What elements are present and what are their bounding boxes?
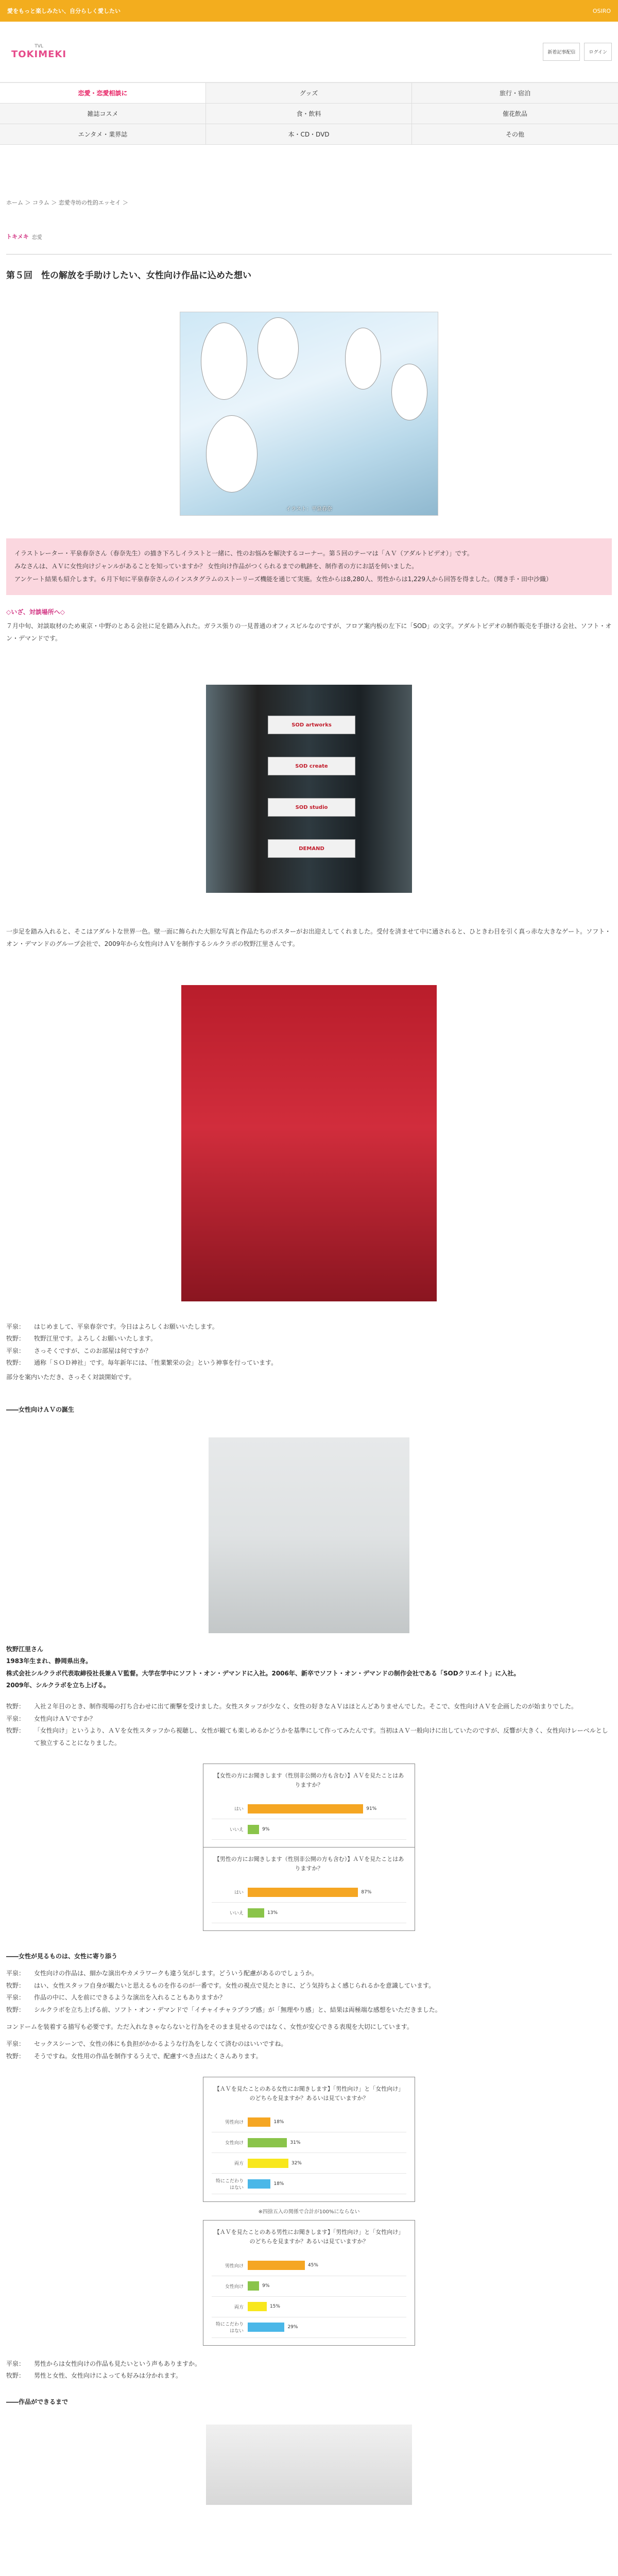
bar-row	[212, 2174, 406, 2194]
speaker: 牧野：	[6, 1359, 25, 1367]
dialog-text: はい、女性スタッフ自身が観たいと思えるものを作るのが一番です。女性の視点で見たときに、どう気持ちよく感じられるかを意識しています。	[34, 1981, 435, 1989]
dialog-text: 女性向けの作品は、細かな演出やカメラワークも違う気がします。どういう配慮があるのでしょうか。	[34, 1970, 318, 1977]
paragraph: 部分を案内いただき、さっそく対談開始です。	[6, 1373, 135, 1381]
bar	[248, 2138, 287, 2147]
bar-track	[248, 2323, 406, 2332]
bar-row	[212, 2317, 406, 2338]
section-heading: ――女性向けＡＶの誕生	[6, 1405, 75, 1413]
bar-label: 男性向け	[225, 2120, 244, 2126]
bar-row	[212, 2153, 406, 2174]
speaker: 牧野：	[6, 2006, 25, 2013]
profile-line: 2009年、シルクラボを立ち上げる。	[6, 1682, 110, 1689]
dialog-block	[0, 2038, 618, 2062]
intro-paragraph: みなさんは、ＡＶに女性向けジャンルがあることを知っていますか？ 女性向け作品がつくられるまでの軌跡を、制作者の方にお話を伺いました。	[14, 562, 418, 570]
survey-bars	[212, 1799, 406, 1840]
bar-label: いいえ	[229, 1911, 244, 1917]
survey-title: 【男性の方にお聞きします（性別非公開の方も含む）】ＡＶを見たことはありますか？	[214, 1856, 404, 1872]
nav-item-0[interactable]: 恋愛・恋愛相談に	[0, 83, 206, 104]
dialog-text: 男性からは女性向けの作品も見たいという声もありますか。	[34, 2360, 201, 2367]
section-heading: ――作品ができるまで	[6, 2398, 68, 2406]
manga-caption: イラスト：平泉春奈	[286, 506, 332, 512]
paragraph: コンドームを装着する描写も必要です。ただ入れなきゃならないと行為をそのまま見せるのではなく、女性が安心できる表現を大切にしています。	[6, 2023, 413, 2030]
logo-small: TVL	[35, 44, 43, 49]
speaker: 平泉：	[6, 1323, 25, 1330]
nav-item-6[interactable]: エンタメ・業界誌	[0, 124, 206, 145]
dialog-text: さっそくですが、このお部屋は何ですか？	[34, 1347, 152, 1354]
section-tag: ◇いざ、対談場所へ◇	[6, 608, 65, 616]
login-button[interactable]: ログイン	[584, 43, 612, 61]
survey-chart	[203, 2077, 415, 2202]
speaker: 牧野：	[6, 2371, 25, 2379]
bar-value: 9%	[262, 2283, 270, 2289]
logo-main: TOKIMEKI	[11, 49, 67, 60]
author-line	[0, 232, 618, 241]
sign-plate: SOD create	[268, 757, 355, 775]
bar-value: 87%	[361, 1889, 372, 1895]
bar-label: 特にこだわりはない	[215, 2322, 244, 2334]
nav-item-8[interactable]: その他	[412, 124, 618, 145]
bar-track	[248, 1804, 406, 1814]
bar	[248, 2323, 284, 2332]
survey-title: 【ＡＶを見たことのある女性にお聞きします】「男性向け」と「女性向け」のどちらを見ますか？あるいは見ていますか？	[214, 2086, 404, 2102]
bar-value: 29%	[287, 2325, 298, 2330]
profile-line: 1983年生まれ、静岡県出身。	[6, 1657, 92, 1665]
speaker: 牧野：	[6, 1981, 25, 1989]
bar-row	[212, 2112, 406, 2132]
breadcrumb[interactable]: ホーム ＞ コラム ＞ 恋愛寺坊の性的エッセイ ＞	[6, 199, 128, 206]
nav-item-5[interactable]: 催花飲品	[412, 104, 618, 124]
speaker: 平泉：	[6, 1715, 25, 1722]
sign-plate: SOD studio	[268, 798, 355, 817]
survey-group-2	[0, 2077, 618, 2345]
author-badge: トキメキ	[6, 233, 29, 240]
office-sign-photo	[206, 685, 412, 893]
bar	[248, 2117, 270, 2127]
bar-track	[248, 2281, 406, 2291]
article-title: 第５回 性の解放を手助けしたい、女性向け作品に込めた想い	[6, 270, 251, 281]
bar-label: 女性向け	[225, 2141, 244, 2146]
intro-paragraph: イラストレーター・平泉春奈さん（春奈先生）の描き下ろしイラストと一緒に、性のお悩みを解決するコーナー。第５回のテーマは「ＡＶ（アダルトビデオ）」です。	[14, 550, 473, 557]
survey-title: 【ＡＶを見たことのある男性にお聞きします】「男性向け」と「女性向け」のどちらを見ますか？あるいは見ていますか？	[214, 2229, 404, 2245]
bar-row	[212, 1882, 406, 1903]
bar-track	[248, 2179, 406, 2189]
bar-track	[248, 2138, 406, 2147]
site-header	[0, 22, 618, 82]
nav-item-4[interactable]: 食・飲料	[206, 104, 412, 124]
paragraph: ７月中旬、対談取材のため東京・中野のとある会社に足を踏み入れた。ガラス張りの一見普通のオフィスビルなのですが、フロア案内板の左下に「SOD」の文字。アダルトビデオの制作販売を手掛ける会社、ソフト・オン・デマンドです。	[6, 622, 612, 642]
speech-bubble	[391, 364, 427, 420]
site-logo[interactable]	[11, 44, 66, 60]
bar	[248, 1825, 259, 1834]
dialog-text: シルクラボを立ち上げる前、ソフト・オン・デマンドで「イチャイチャラブラブ感」が「無理やり感」と、結果は両極端な感想をいただきました。	[34, 2006, 441, 2013]
speaker: 平泉：	[6, 1970, 25, 1977]
bar-label: 女性向け	[225, 2284, 244, 2290]
survey-group-1	[0, 1764, 618, 1931]
bar-value: 91%	[366, 1806, 377, 1811]
top-bar	[0, 0, 618, 22]
dialog-block	[0, 1321, 618, 1369]
bar-value: 13%	[267, 1910, 278, 1916]
bar-value: 15%	[269, 2304, 280, 2310]
survey-note: ※四捨五入の関係で合計が100%にならない	[258, 2209, 360, 2215]
bar-row	[212, 1903, 406, 1923]
newsletter-button[interactable]: 新着記事配信	[543, 43, 580, 61]
survey-chart	[203, 1764, 415, 1848]
bar-track	[248, 1825, 406, 1834]
bar-track	[248, 1908, 406, 1918]
bar	[248, 2261, 305, 2270]
site-name[interactable]: OSIRO	[592, 7, 611, 14]
dialog-text: 男性と女性、女性向けによっても好みは分かれます。	[34, 2371, 182, 2379]
bar-label: はい	[234, 1890, 244, 1896]
profile-block	[0, 1643, 618, 1692]
dialog-text: 女性向けＡＶですか？	[34, 1715, 96, 1722]
dialog-block	[0, 2358, 618, 2382]
survey-bars	[212, 1882, 406, 1923]
bar-row	[212, 2276, 406, 2297]
bar-value: 9%	[262, 1826, 270, 1832]
survey-title: 【女性の方にお聞きします（性別非公開の方も含む）】ＡＶを見たことはありますか？	[214, 1772, 404, 1788]
speech-bubble	[201, 323, 247, 400]
bar	[248, 1888, 358, 1897]
survey-bars	[212, 2112, 406, 2194]
speaker: 平泉：	[6, 1994, 25, 2002]
bar	[248, 2159, 288, 2168]
bar-track	[248, 1888, 406, 1897]
interviewee-photo	[209, 1437, 409, 1633]
author-name[interactable]: 恋愛	[31, 234, 42, 241]
bar-track	[248, 2159, 406, 2168]
nav-item-2[interactable]: 旅行・宿泊	[412, 83, 618, 104]
bar-value: 18%	[273, 2181, 284, 2187]
profile-line: 株式会社シルクラボ代表取締役社長兼ＡＶ監督。大学在学中にソフト・オン・デマンドに入社。2006年、新卒でソフト・オン・デマンドの制作会社である「SODクリエイト」に入社。	[6, 1669, 520, 1677]
bar-value: 32%	[291, 2160, 302, 2166]
bar-label: 両方	[234, 2304, 244, 2310]
survey-chart	[203, 2220, 415, 2345]
dialog-text: 「女性向け」というより、ＡＶを女性スタッフから視聴し、女性が観ても楽しめるかどうかを基準にして作ってみたんです。当初はＡＶ一般向けに出していたのですが、反響が大きく、女性向けレーベルとして独立することになりました。	[34, 1727, 608, 1747]
speaker: 牧野：	[6, 1727, 25, 1735]
speaker: 牧野：	[6, 2052, 25, 2060]
dialog-text: はじめまして、平泉春奈です。今日はよろしくお願いいたします。	[34, 1323, 218, 1330]
nav-item-7[interactable]: 本・CD・DVD	[206, 124, 412, 145]
survey-bars	[212, 2256, 406, 2338]
section-heading: ――女性が見るものは、女性に寄り添う	[6, 1953, 118, 1960]
bar-label: 両方	[234, 2161, 244, 2167]
dialog-block	[0, 1701, 618, 1749]
bar-row	[212, 2132, 406, 2153]
bar-row	[212, 2297, 406, 2317]
bar-track	[248, 2302, 406, 2311]
dialog-text: 牧野江里です。よろしくお願いいたします。	[34, 1335, 157, 1343]
bar	[248, 2281, 259, 2291]
bar-value: 18%	[273, 2119, 284, 2125]
category-nav	[0, 82, 618, 145]
bar	[248, 1804, 363, 1814]
bar-label: いいえ	[229, 1827, 244, 1833]
dialog-text: 作品の中に、人を前にできるような演出を入れることもありますか？	[34, 1994, 226, 2002]
bar	[248, 2179, 270, 2189]
paragraph: 一歩足を踏み入れると、そこはアダルトな世界一色。壁一面に飾られた大胆な写真と作品たちのポスターがお出迎えしてくれました。受付を済ませて中に通されると、ひときわ目を引く真っ赤な大きなゲート。ソフト・オン・デマンドのグループ会社で、2009年から女性向けＡＶを制作するシルクラボの牧野江里さんです。	[6, 928, 611, 947]
bar-value: 45%	[307, 2263, 318, 2268]
speaker: 平泉：	[6, 2040, 25, 2048]
profile-name: 牧野江里さん	[6, 1645, 44, 1653]
speech-bubble	[206, 415, 258, 493]
divider	[6, 254, 612, 255]
dialog-block	[0, 1968, 618, 2016]
bar-label: 男性向け	[225, 2263, 244, 2269]
bar-row	[212, 1799, 406, 1819]
bar-value: 31%	[290, 2140, 301, 2145]
bar	[248, 2302, 267, 2311]
hands-photo	[206, 2425, 412, 2505]
speaker: 平泉：	[6, 1347, 25, 1354]
speech-bubble	[258, 317, 299, 379]
survey-chart	[203, 1848, 415, 1931]
bar	[248, 1908, 264, 1918]
bar-row	[212, 2256, 406, 2276]
intro-paragraph: アンケート結果も紹介します。６月下旬に平泉春奈さんのインスタグラムのストーリーズ機能を通じて実施。女性からは8,280人、男性からは1,229人から回答を得ました。（聞き手・田中沙織）	[14, 575, 552, 583]
bar-label: はい	[234, 1807, 244, 1812]
dialog-text: 入社２年目のとき、制作現場の打ち合わせに出て衝撃を受けました。女性スタッフが少なく、女性の好きなＡＶはほとんどありませんでした。そこで、女性向けＡＶを企画したのが始まりでした。	[34, 1703, 578, 1710]
intro-box	[6, 538, 612, 595]
sign-plate: DEMAND	[268, 839, 355, 858]
sign-plate: SOD artworks	[268, 716, 355, 734]
dialog-text: 通称「ＳＯＤ神社」です。毎年新年には、「性業繁栄の会」という神事を行っています。	[34, 1359, 278, 1367]
bar-label: 特にこだわりはない	[215, 2178, 244, 2191]
shrine-photo	[181, 985, 437, 1301]
bar-track	[248, 2117, 406, 2127]
bar-track	[248, 2261, 406, 2270]
speech-bubble	[345, 328, 381, 389]
speaker: 平泉：	[6, 2360, 25, 2367]
site-tagline: 愛をもっと楽しみたい、自分らしく愛したい	[7, 8, 121, 14]
speaker: 牧野：	[6, 1335, 25, 1343]
dialog-text: セックスシーンで、女性の体にも負担がかかるような行為をしなくて済むのはいいですね。	[34, 2040, 287, 2048]
nav-item-3[interactable]: 雑誌コスメ	[0, 104, 206, 124]
bar-row	[212, 1819, 406, 1840]
speaker: 牧野：	[6, 1703, 25, 1710]
manga-illustration	[180, 312, 438, 516]
nav-item-1[interactable]: グッズ	[206, 83, 412, 104]
dialog-text: そうですね。女性用の作品を制作するうえで、配慮すべき点はたくさんあります。	[34, 2052, 262, 2060]
